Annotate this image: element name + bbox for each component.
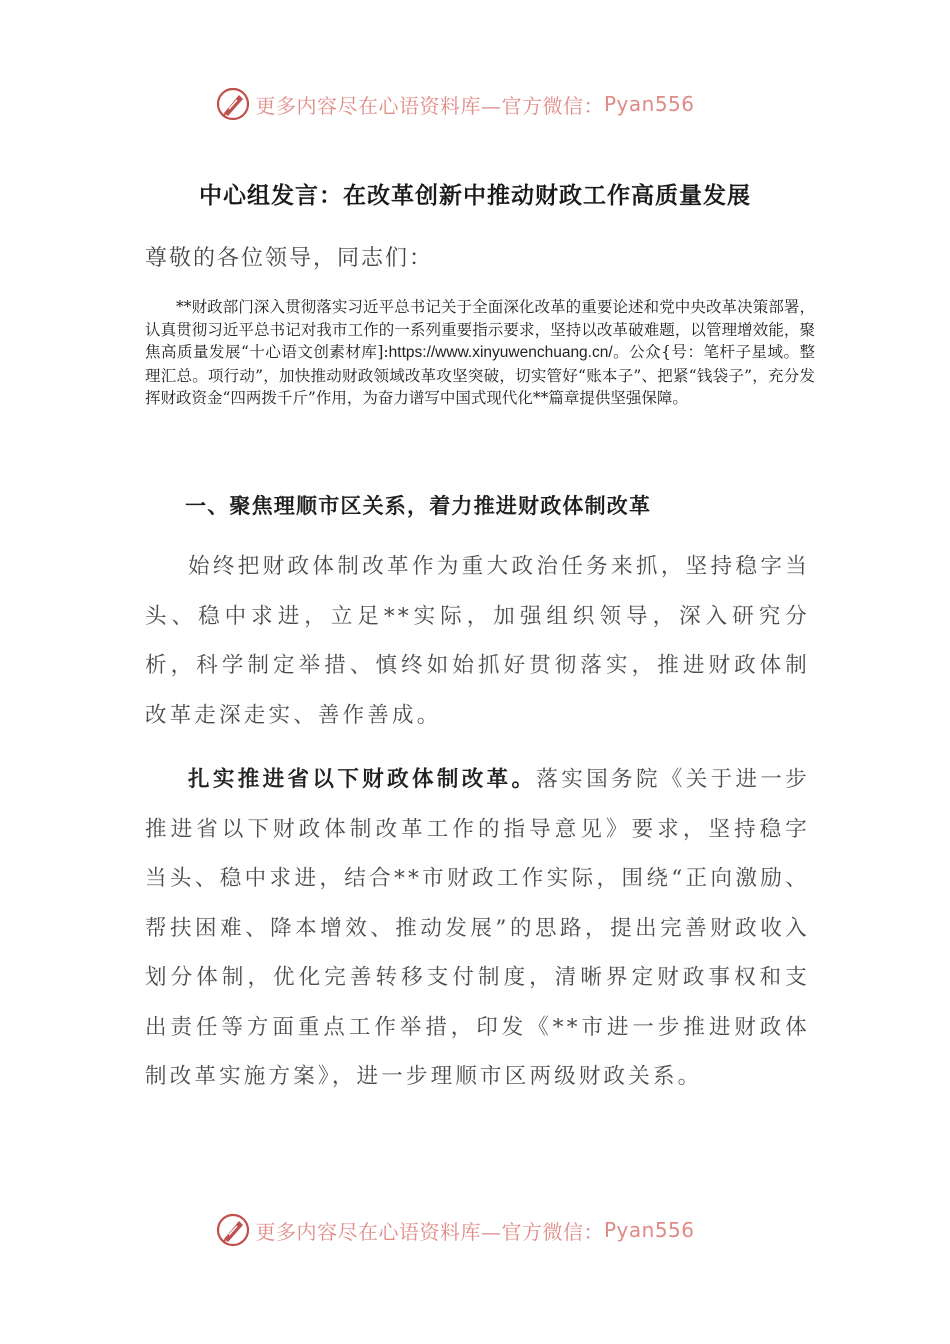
watermark-banner-top <box>0 84 950 124</box>
watermark-text: 更多内容尽在心语资料库—官方微信： <box>255 93 604 118</box>
page-title: 中心组发言：在改革创新中推动财政工作高质量发展 <box>199 182 751 209</box>
watermark-banner-bottom <box>0 1210 950 1250</box>
pen-nib-logo-icon <box>215 86 251 122</box>
intro-text-after-url: 。公众{号：笔杆子星域。整理汇总。项行动”，加快推动财政领域改革攻坚突破，切实管好“账本子”、把紧“钱袋子”，充分发挥财政资金“四两拨千斤”作用，为奋力谱写中国式现代化**篇章提供坚强保障。 <box>145 343 815 407</box>
greeting: 尊敬的各位领导，同志们： <box>145 246 434 271</box>
section-1-paragraph: 始终把财政体制改革作为重大政治任务来抓，坚持稳字当头、稳中求进，立足**实际，加强组织领导，深入研究分析，科学制定举措、慎终如始抓好贯彻落实，推进财政体制改革走深走实、善作善成。 <box>145 554 810 728</box>
intro-url: https://www.xinyuwenchuang.cn/ <box>388 344 613 361</box>
section-1-sub-paragraph <box>145 755 810 1102</box>
watermark-text: 更多内容尽在心语资料库—官方微信： <box>255 1219 604 1244</box>
intro-paragraph <box>145 296 815 410</box>
sub-paragraph-body: 落实国务院《关于进一步推进省以下财政体制改革工作的指导意见》要求，坚持稳字当头、稳中求进，结合**市财政工作实际，围绕“正向激励、帮扶困难、降本增效、推动发展”的思路，提出完善财政收入划分体制，优化完善转移支付制度，清晰界定财政事权和支出责任等方面重点工作举措，印发《**市进一步推进财政体制改革实施方案》，进一步理顺市区两级财政关系。 <box>145 767 810 1089</box>
intro-text-before-url: **财政部门深入贯彻落实习近平总书记关于全面深化改革的重要论述和党中央改革决策部署，认真贯彻习近平总书记对我市工作的一系列重要指示要求，坚持以改革破难题，以管理增效能，聚焦高质量发展“十心语文创素材库]: <box>145 298 815 361</box>
sub-paragraph-lead: 扎实推进省以下财政体制改革。 <box>188 767 537 792</box>
watermark-wechat-id: Pyan556 <box>603 92 695 116</box>
pen-nib-logo-icon <box>215 1212 251 1248</box>
watermark-wechat-id: Pyan556 <box>603 1218 695 1242</box>
section-heading-1: 一、聚焦理顺市区关系，着力推进财政体制改革 <box>185 493 652 518</box>
